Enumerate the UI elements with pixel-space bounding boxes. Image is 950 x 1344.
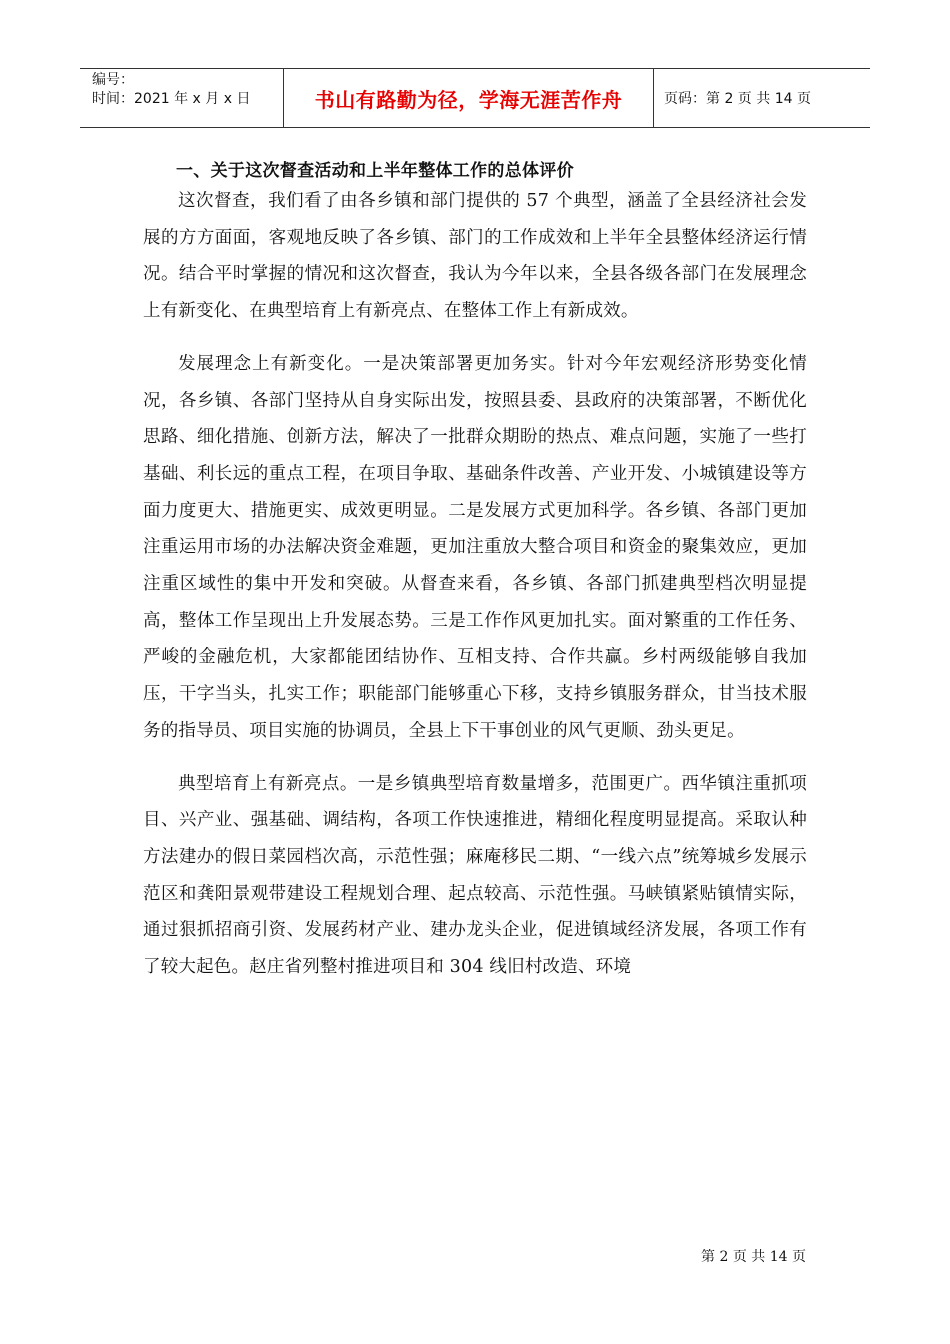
date-label: 时间：2021 年 x 月 x 日 <box>92 91 251 107</box>
paragraph-2: 发展理念上有新变化。一是决策部署更加务实。针对今年宏观经济形势变化情况，各乡镇、各部门坚持从自身实际出发，按照县委、县政府的决策部署，不断优化思路、细化措施、创新方法，解决了一批群众期盼的热点、难点问题，实施了一些打基础、利长远的重点工程，在项目争取、基础条件改善、产业开发、小城镇建设等方面力度更大、措施更实、成效更明显。二是发展方式更加科学。各乡镇、各部门更加注重运用市场的办法解决资金难题，更加注重放大整合项目和资金的聚集效应，更加注重区域性的集中开发和突破。从督查来看，各乡镇、各部门抓建典型档次明显提高，整体工作呈现出上升发展态势。三是工作作风更加扎实。面对繁重的工作任务、严峻的金融危机，大家都能团结协作、互相支持、合作共赢。乡村两级能够自我加压，干字当头，扎实工作；职能部门能够重心下移，支持乡镇服务群众，甘当技术服务的指导员、项目实施的协调员，全县上下干事创业的风气更顺、劲头更足。 <box>143 353 807 741</box>
serial-number-label: 编号： <box>92 72 134 88</box>
paragraph-1: 这次督查，我们看了由各乡镇和部门提供的 57 个典型，涵盖了全县经济社会发展的方方面面，客观地反映了各乡镇、部门的工作成效和上半年全县整体经济运行情况。结合平时掌握的情况和这次督查，我认为今年以来，全县各级各部门在发展理念上有新变化、在典型培育上有新亮点、在整体工作上有新成效。 <box>143 191 807 322</box>
page-header <box>80 68 870 128</box>
section-heading: 一、关于这次督查活动和上半年整体工作的总体评价 <box>176 161 574 181</box>
header-meta <box>80 69 283 127</box>
header-page-info: 页码：第 2 页 共 14 页 <box>664 91 811 107</box>
document-body <box>143 183 807 1002</box>
page-footer: 第 2 页 共 14 页 <box>701 1249 806 1265</box>
header-motto: 书山有路勤为径，学海无涯苦作舟 <box>283 69 654 127</box>
paragraph-3: 典型培育上有新亮点。一是乡镇典型培育数量增多，范围更广。西华镇注重抓项目、兴产业、强基础、调结构，各项工作快速推进，精细化程度明显提高。采取认种方法建办的假日菜园档次高，示范性强；麻庵移民二期、“一线六点”统筹城乡发展示范区和龚阳景观带建设工程规划合理、起点较高、示范性强。马峡镇紧贴镇情实际，通过狠抓招商引资、发展药材产业、建办龙头企业，促进镇域经济发展，各项工作有了较大起色。赵庄省列整村推进项目和 304 线旧村改造、环境 <box>143 773 807 978</box>
